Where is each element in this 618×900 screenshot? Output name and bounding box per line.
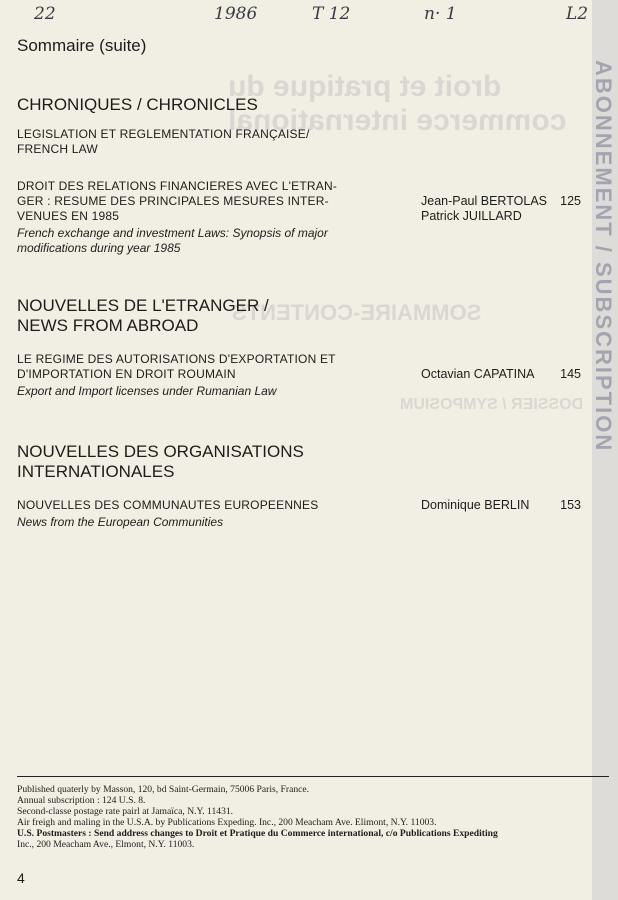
article-translation: News from the European Communities bbox=[17, 515, 224, 529]
article-page-number: 153 bbox=[560, 498, 581, 512]
article-page-number: 145 bbox=[560, 367, 581, 381]
page-number: 4 bbox=[17, 870, 25, 886]
handwritten-note: T 12 bbox=[312, 4, 351, 24]
show-through-dossier: DOSSIER / SYMPOSIUM bbox=[400, 396, 584, 413]
article-translation: French exchange and investment Laws: Synopsis of major modifications during year 1985 bbox=[17, 226, 328, 255]
article-translation: Export and Import licenses under Rumanian Law bbox=[17, 384, 277, 398]
footer-postage: Second-classe postage rate pairl at Jamaïca, N.Y. 11431. bbox=[17, 806, 234, 817]
show-through-sommaire: SOMMAIRE-CONTENTS bbox=[232, 300, 482, 325]
article-title: NOUVELLES DES COMMUNAUTES EUROPEENNES bbox=[17, 498, 319, 512]
footer-subscription: Annual subscription : 124 U.S. 8. bbox=[17, 795, 146, 806]
footer-postmasters-cont: Inc., 200 Meacham Ave., Elmont, N.Y. 11003. bbox=[17, 839, 195, 850]
article-entry bbox=[17, 179, 581, 256]
show-through-title-1: droit et pratique du bbox=[228, 70, 502, 103]
article-title: DROIT DES RELATIONS FINANCIERES AVEC L'ETRAN- GER : RESUME DES PRINCIPALES MESURES INTER- VENUES EN 1985 bbox=[17, 179, 338, 223]
footer-published: Published quaterly by Masson, 120, bd Saint-Germain, 75006 Paris, France. bbox=[17, 784, 310, 795]
article-authors: Octavian CAPATINA bbox=[421, 367, 535, 381]
page-heading: Sommaire (suite) bbox=[17, 36, 147, 55]
section-title-chroniques: CHRONIQUES / CHRONICLES bbox=[17, 95, 258, 114]
footer-postmasters: U.S. Postmasters : Send address changes to Droit et Pratique du Commerce international, c/o Publications Expediting bbox=[17, 828, 498, 839]
section-title-organisations: NOUVELLES DES ORGANISATIONS INTERNATIONALES bbox=[17, 442, 304, 481]
article-entry bbox=[17, 352, 581, 399]
show-through-spine-text: ABONNEMENT / SUBSCRIPTION bbox=[591, 60, 616, 453]
handwritten-note: n· 1 bbox=[424, 4, 457, 24]
show-through-title-2: commerce international bbox=[228, 104, 567, 137]
article-title: LE REGIME DES AUTORISATIONS D'EXPORTATION ET D'IMPORTATION EN DROIT ROUMAIN bbox=[17, 352, 336, 381]
footer-airfreight: Air freigh and maling in the U.S.A. by Publications Expeding. Inc., 200 Meacham Ave. Elimont, N.Y. 11003. bbox=[17, 817, 437, 828]
handwritten-note: 1986 bbox=[214, 4, 258, 24]
article-page-number: 125 bbox=[560, 194, 581, 208]
article-authors: Dominique BERLIN bbox=[421, 498, 530, 512]
section-title-nouvelles-etranger: NOUVELLES DE L'ETRANGER / NEWS FROM ABROAD bbox=[17, 296, 269, 335]
footer-divider bbox=[17, 776, 609, 777]
article-authors: Jean-Paul BERTOLAS Patrick JUILLARD bbox=[421, 194, 547, 223]
publication-footer bbox=[17, 784, 615, 850]
handwritten-note: L2 bbox=[566, 4, 589, 24]
section-subhead: LEGISLATION ET REGLEMENTATION FRANÇAISE/ FRENCH LAW bbox=[17, 127, 310, 156]
article-entry bbox=[17, 498, 581, 530]
handwritten-note: 22 bbox=[34, 4, 56, 24]
